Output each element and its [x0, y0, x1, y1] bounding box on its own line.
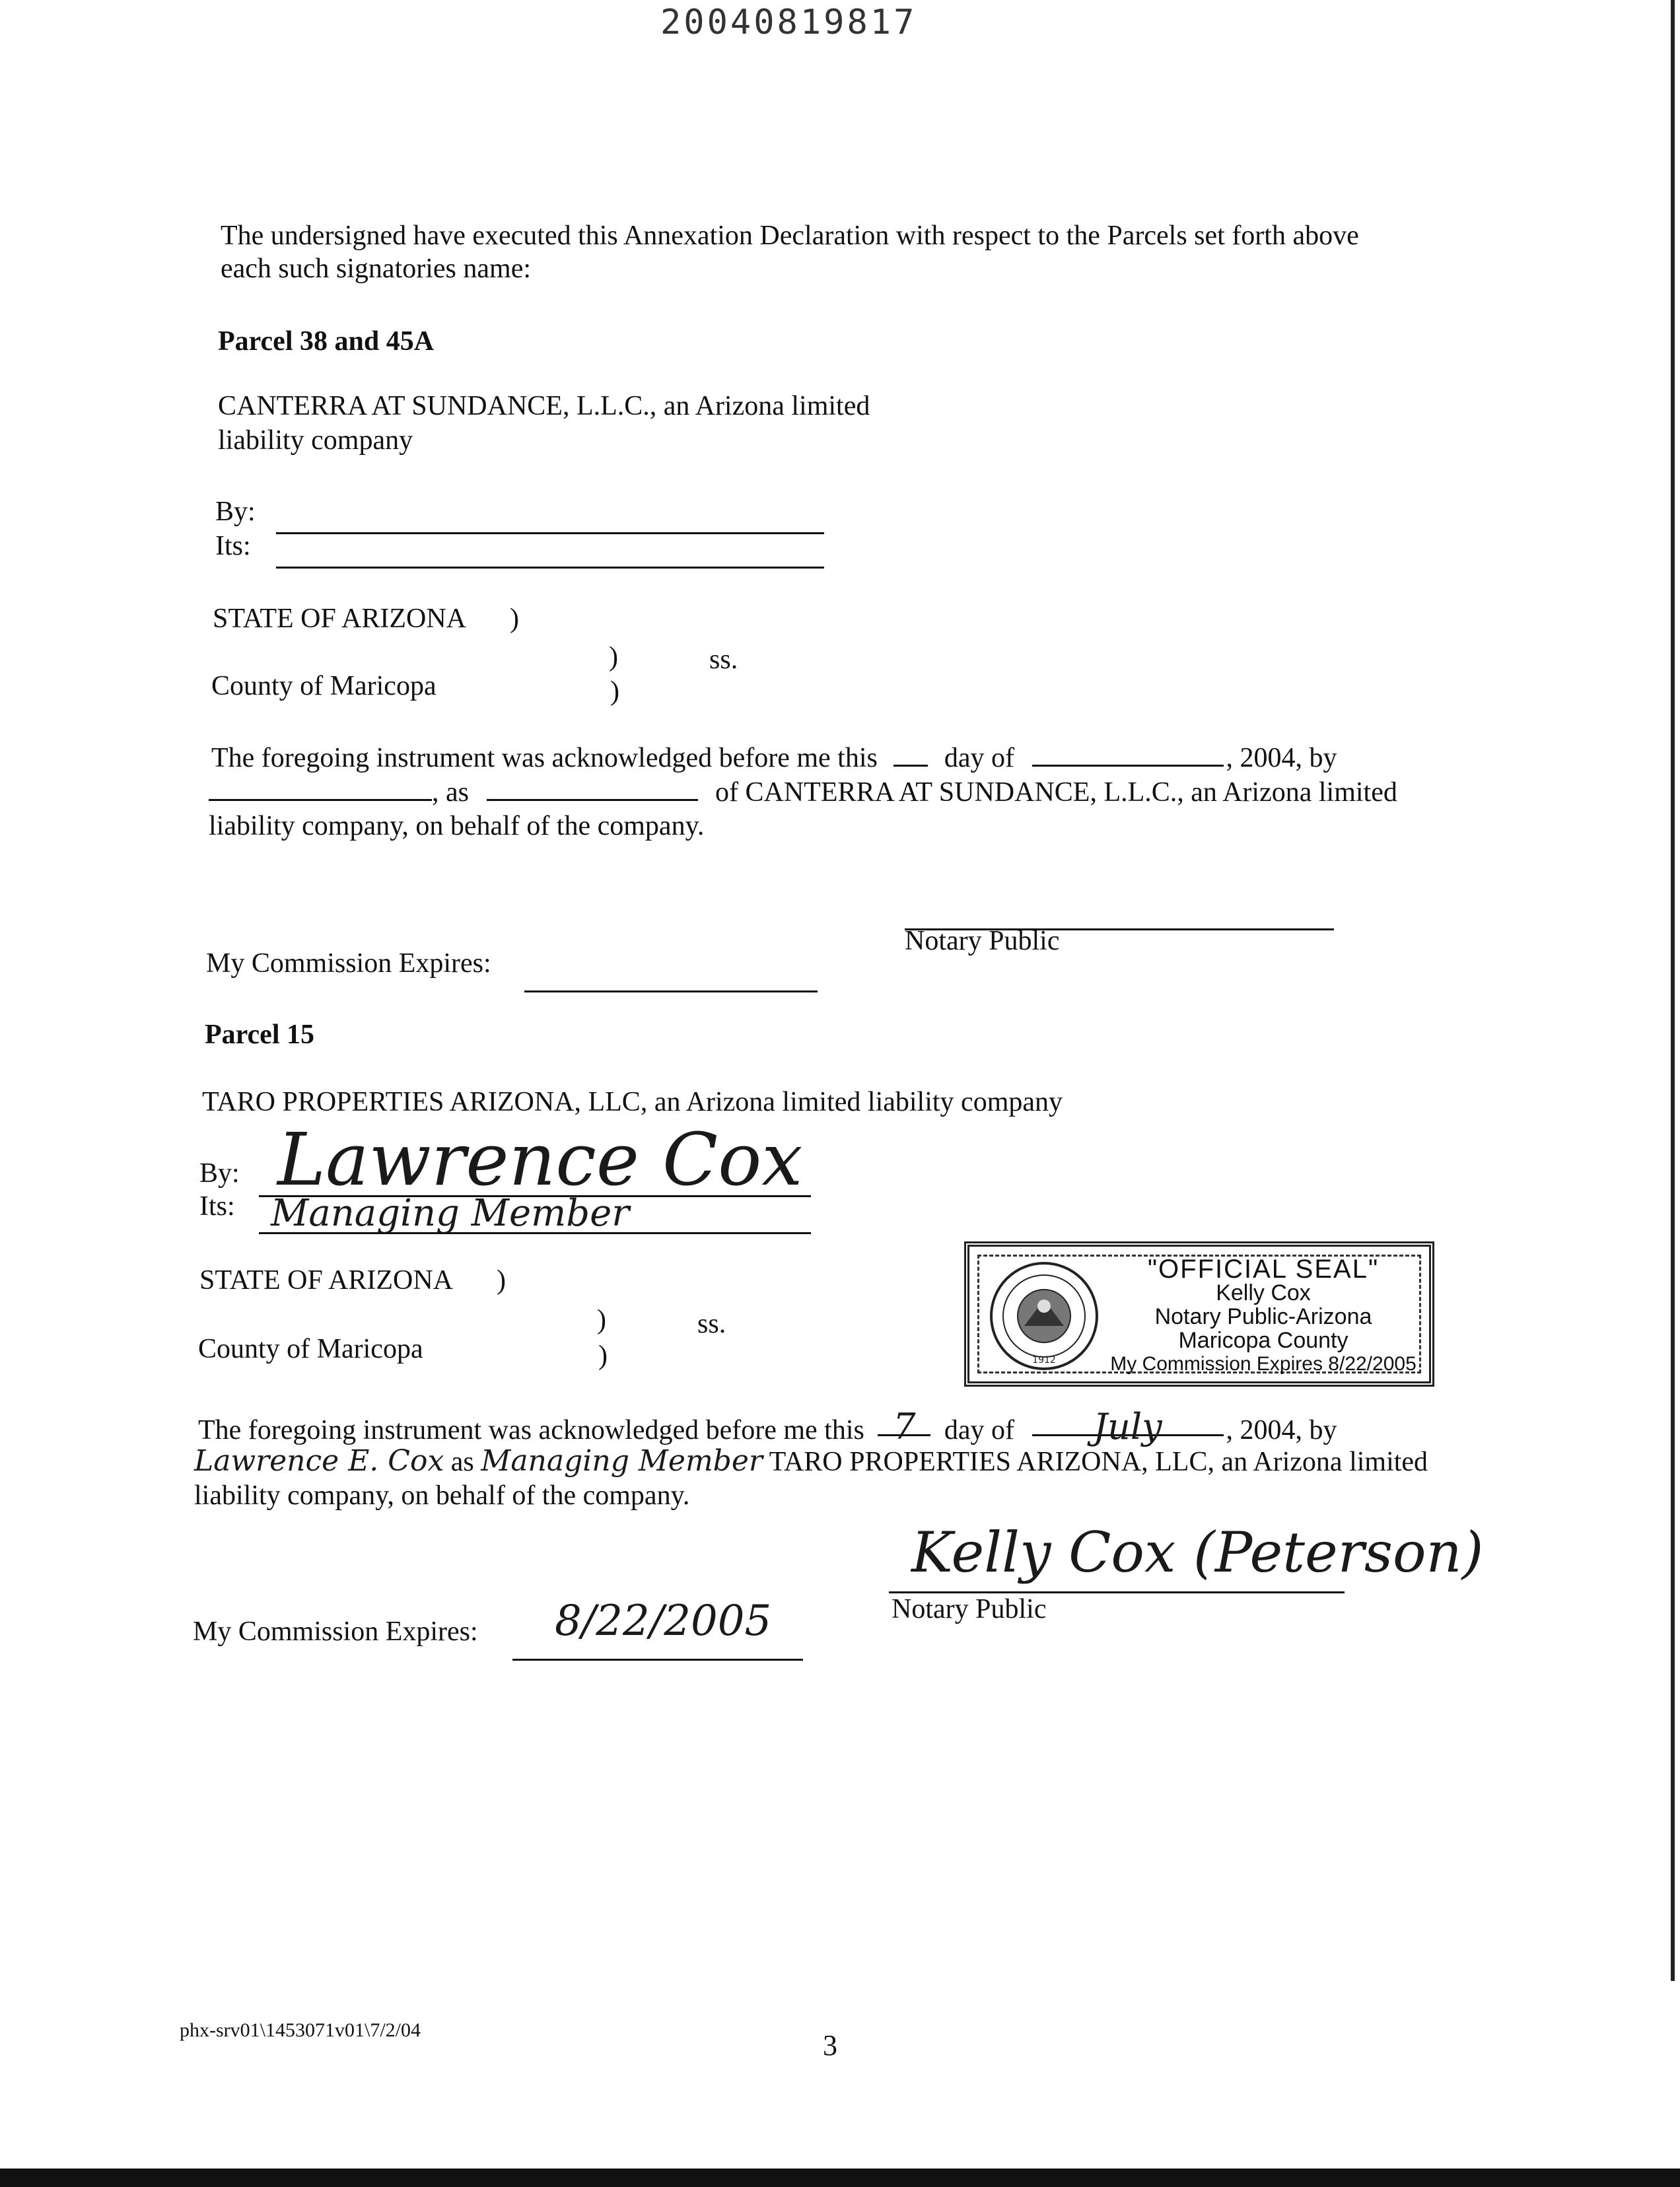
parcel-a-by-label: By: [215, 497, 256, 527]
parcel-b-commission-value: 8/22/2005 [555, 1597, 772, 1646]
parcel-b-its-value: Managing Member [271, 1192, 629, 1235]
intro-line-1: The undersigned have executed this Annexation Declaration with respect to the Parcels set forth above [221, 221, 1359, 251]
parcel-b-day-value: 7 [878, 1412, 930, 1436]
parcel-b-ack-name: Lawrence E. Cox [194, 1444, 444, 1478]
parcel-b-notary-signature: Kelly Cox (Peterson) [911, 1520, 1484, 1585]
parcel-a-day-blank [893, 742, 928, 767]
parcel-a-its-line [276, 567, 824, 569]
parcel-b-paren-1: ) [497, 1265, 506, 1296]
parcel-b-notary-line [889, 1591, 1345, 1593]
parcel-b-its-label: Its: [199, 1191, 235, 1222]
parcel-a-paren-3: ) [610, 676, 619, 707]
seal-text-block [1108, 1257, 1418, 1376]
parcel-b-notary-label: Notary Public [892, 1594, 1047, 1624]
parcel-a-company-line-1: CANTERRA AT SUNDANCE, L.L.C., an Arizona limited [218, 391, 870, 421]
parcel-a-month-blank [1032, 742, 1224, 767]
parcel-b-heading: Parcel 15 [205, 1020, 314, 1050]
intro-line-2: each such signatories name: [221, 254, 531, 284]
official-notary-seal [964, 1241, 1434, 1387]
parcel-b-ack-text-5: TARO PROPERTIES ARIZONA, LLC, an Arizona limited [769, 1447, 1428, 1477]
seal-title: "OFFICIAL SEAL" [1147, 1255, 1380, 1284]
parcel-a-ss: ss. [709, 644, 738, 675]
parcel-b-paren-3: ) [598, 1340, 608, 1371]
parcel-b-ack-line-1 [198, 1406, 1337, 1447]
parcel-b-its-line [259, 1232, 811, 1234]
parcel-b-paren-2: ) [597, 1305, 606, 1335]
parcel-a-notary-label: Notary Public [905, 926, 1060, 956]
parcel-b-by-signature: Lawrence Cox [277, 1117, 803, 1202]
parcel-a-ack-text-5: of CANTERRA AT SUNDANCE, L.L.C., an Arizona limited [715, 777, 1397, 808]
parcel-a-state: STATE OF ARIZONA [213, 604, 466, 634]
seal-line-1: Notary Public-Arizona [1154, 1304, 1372, 1329]
parcel-a-commission-line [524, 990, 818, 992]
parcel-b-county: County of Maricopa [198, 1334, 423, 1364]
parcel-b-ack-text-1: The foregoing instrument was acknowledged before me this [198, 1415, 864, 1445]
parcel-b-commission-line [512, 1659, 803, 1661]
parcel-a-ack-text-4: , as [432, 777, 469, 808]
parcel-a-by-line [276, 532, 824, 534]
page-number: 3 [823, 2029, 837, 2062]
parcel-b-ss: ss. [697, 1309, 726, 1339]
parcel-a-title-blank [487, 777, 698, 801]
parcel-a-ack-text-3: , 2004, by [1226, 743, 1337, 773]
seal-emblem-year: 1912 [1032, 1355, 1056, 1366]
parcel-a-paren-1: ) [510, 604, 519, 634]
parcel-b-ack-title: Managing Member [481, 1444, 763, 1478]
parcel-a-commission-label: My Commission Expires: [206, 948, 491, 979]
parcel-b-commission-label: My Commission Expires: [193, 1616, 478, 1647]
parcel-a-its-label: Its: [215, 531, 251, 561]
parcel-b-ack-line-2 [194, 1446, 1428, 1477]
parcel-b-ack-line-3: liability company, on behalf of the company. [194, 1480, 690, 1511]
parcel-b-ack-text-2: day of [944, 1415, 1015, 1445]
scan-edge-shadow [1671, 0, 1675, 1981]
footer-file-reference: phx-srv01\1453071v01\7/2/04 [180, 2019, 421, 2041]
parcel-b-ack-text-3: , 2004, by [1226, 1415, 1337, 1445]
state-seal-emblem-icon [988, 1260, 1100, 1372]
parcel-b-month-value: July [1032, 1412, 1224, 1436]
parcel-a-ack-text-2: day of [944, 743, 1015, 773]
parcel-a-county: County of Maricopa [211, 671, 437, 701]
seal-line-3: My Commission Expires 8/22/2005 [1110, 1353, 1417, 1375]
parcel-a-ack-line-1 [211, 742, 1337, 773]
parcel-a-ack-line-3: liability company, on behalf of the company. [209, 811, 705, 841]
seal-notary-name: Kelly Cox [1216, 1280, 1311, 1305]
scan-bottom-bar [0, 2169, 1680, 2187]
parcel-a-ack-line-2 [209, 777, 1397, 808]
parcel-a-ack-text-1: The foregoing instrument was acknowledged before me this [211, 743, 878, 773]
parcel-b-ack-text-4: as [450, 1447, 474, 1477]
parcel-b-state: STATE OF ARIZONA [199, 1265, 453, 1296]
parcel-a-heading: Parcel 38 and 45A [218, 326, 435, 357]
parcel-a-paren-2: ) [609, 642, 618, 672]
parcel-b-company-line-1: TARO PROPERTIES ARIZONA, LLC, an Arizona limited liability company [202, 1087, 1063, 1117]
document-number: 20040819817 [660, 3, 917, 42]
seal-line-2: Maricopa County [1178, 1328, 1348, 1353]
parcel-a-name-blank [209, 777, 432, 801]
parcel-b-by-label: By: [199, 1158, 240, 1189]
parcel-a-company-line-2: liability company [218, 425, 413, 456]
